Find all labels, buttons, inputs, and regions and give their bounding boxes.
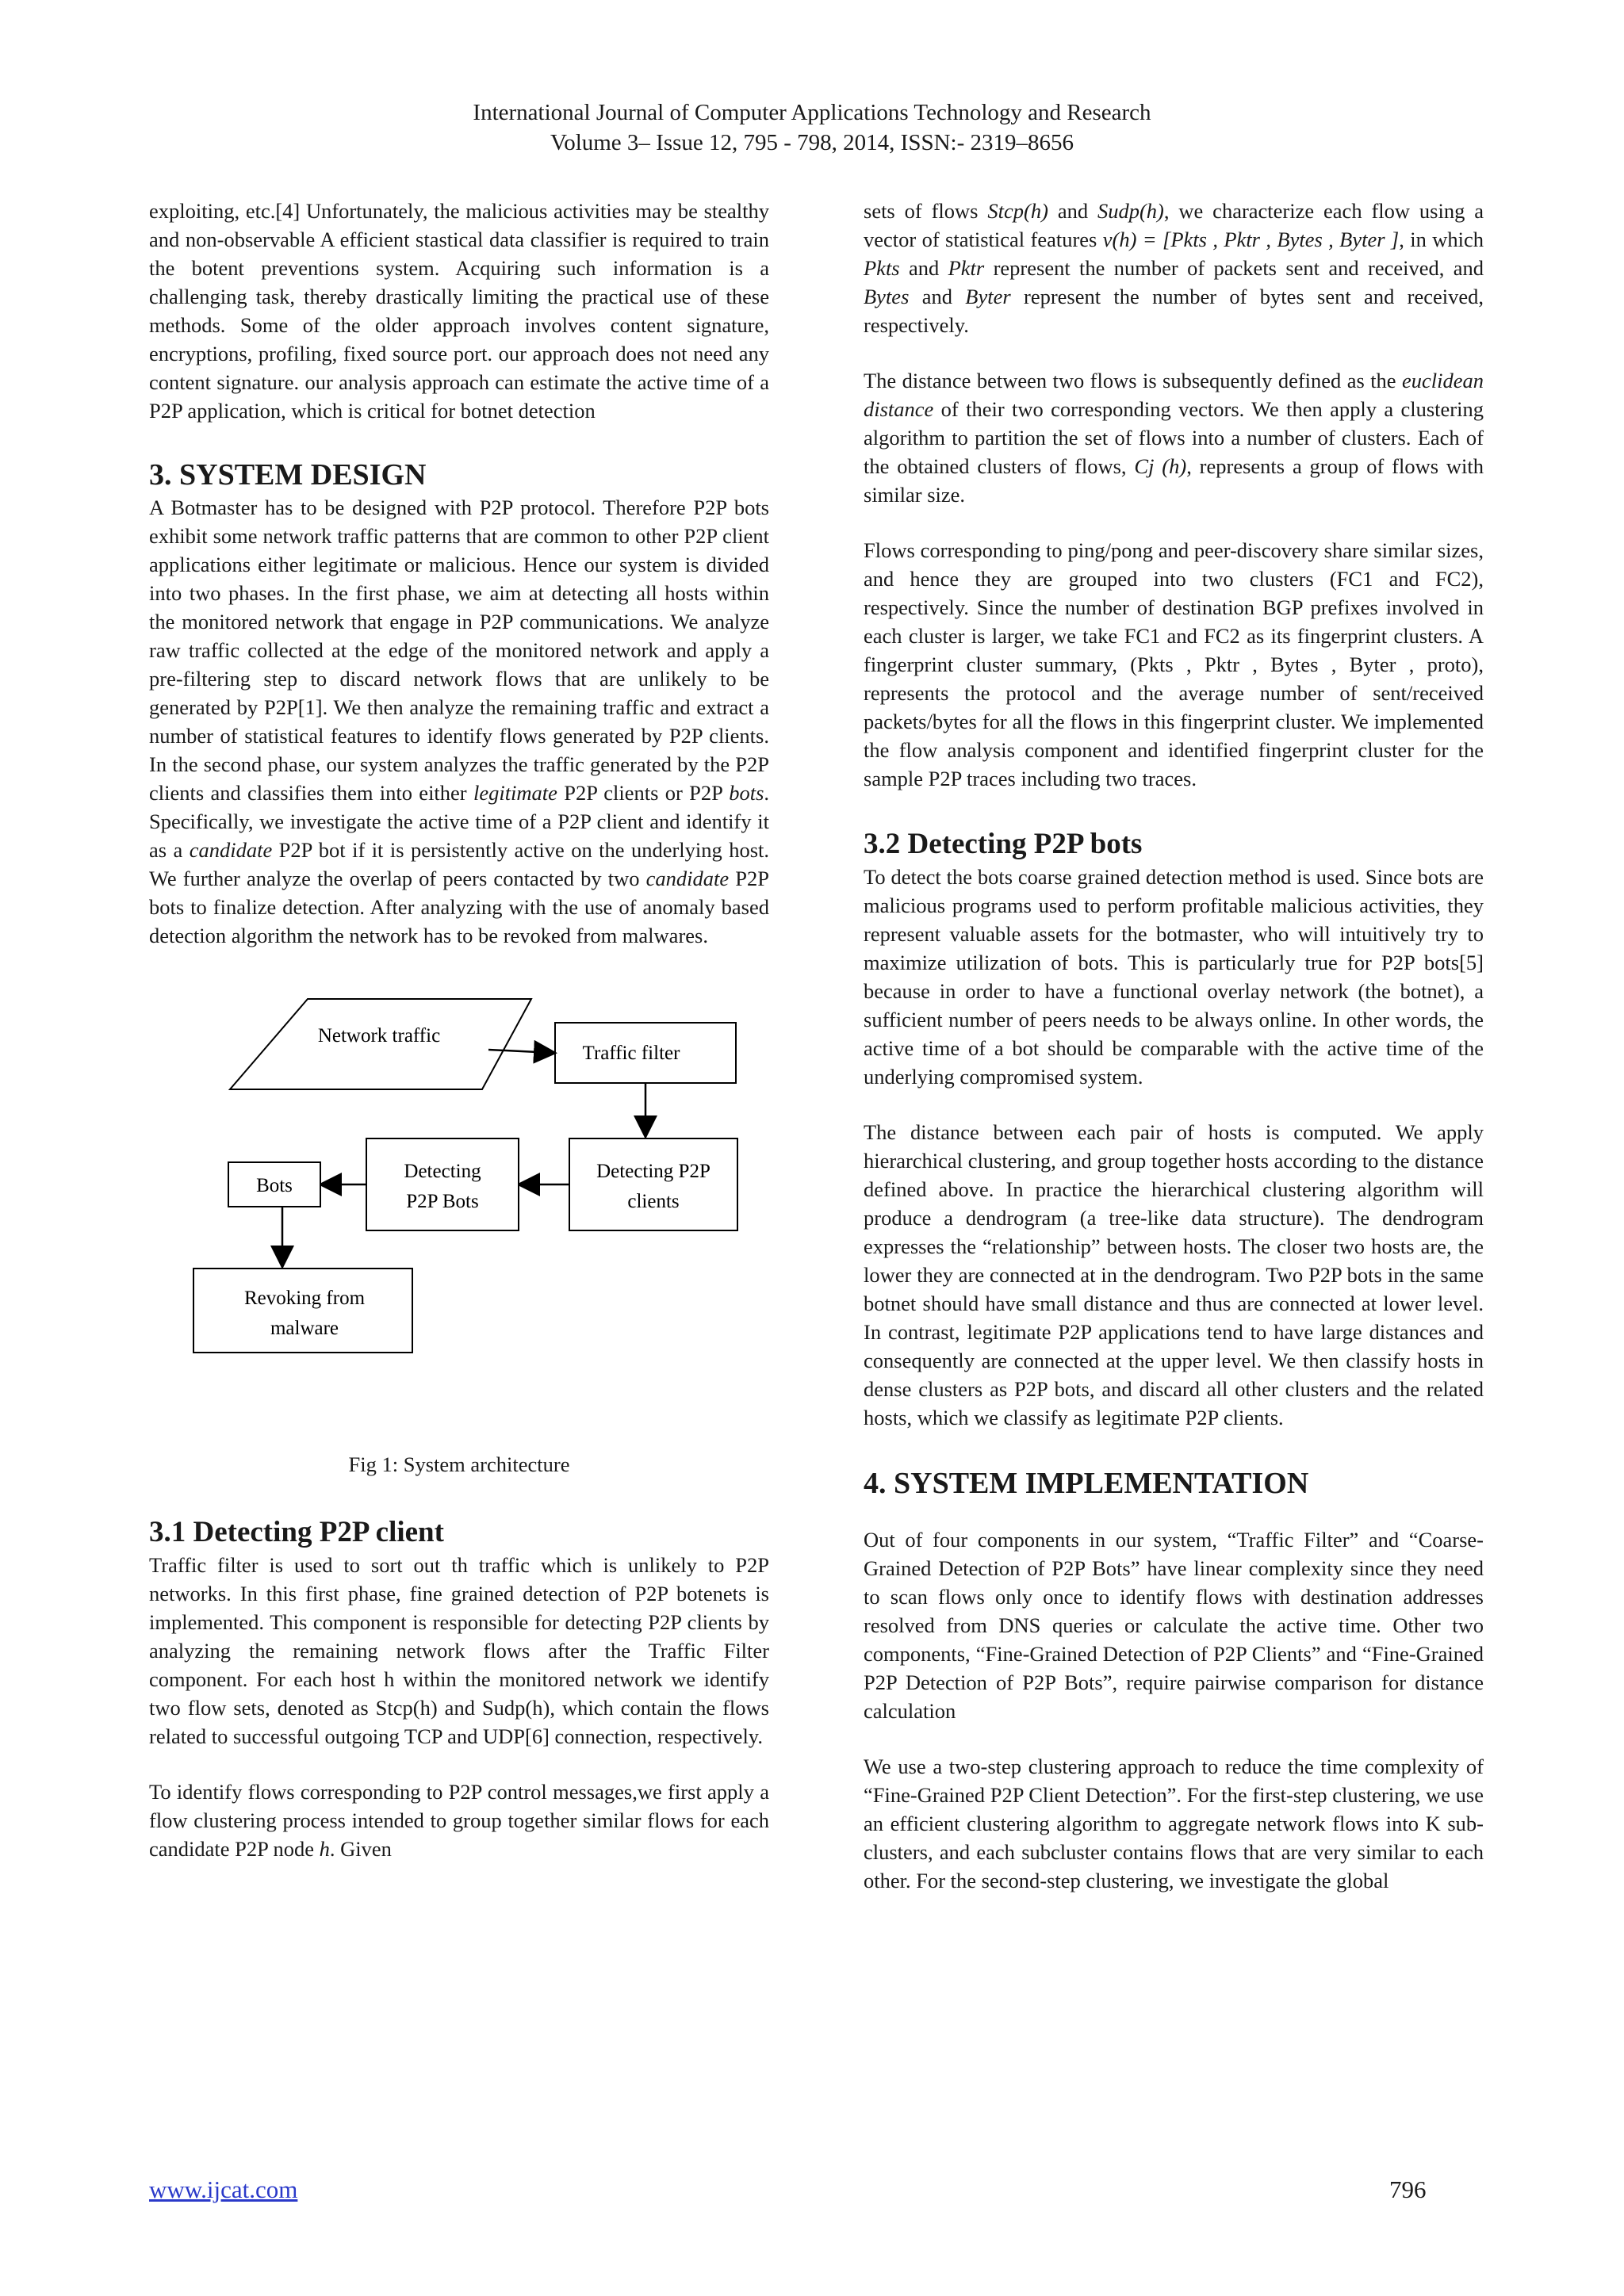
detecting-clients-label-1: Detecting P2P [596, 1161, 710, 1182]
system-architecture-figure [149, 991, 769, 1498]
section-3-2-paragraph-2: The distance between each pair of hosts is computed. We apply hierarchical clustering, and group together hosts according to the distance defined above. In practice the hierarchical clustering algorithm will produce a dendrogram (a tree-like data structure). The dendrogram expresses the “relationship” between hosts. The closer two hosts are, the lower they are connected at in the dendrogram. Two P2P bots in the same botnet should have small distance and thus are connected at lower level. In contrast, legitimate P2P applications tend to have large distances and consequently are connected at the upper level. We then classify hosts in dense clusters as P2P bots, and discard all other clusters and the related hosts, which we classify as legitimate P2P clients. [864, 1120, 1484, 1429]
revoking-label-2: malware [270, 1318, 339, 1339]
section-3-2-paragraph-1: To detect the bots coarse grained detection method is used. Since bots are malicious programs used to perform profitable malicious activities, they represent valuable assets for the botmaster, who will intuitively try to maximize utilization of bots. This is particularly true for P2P bots[5] because in order to have a functional overlay network (the botnet), a sufficient number of peers needs to be always online. In other words, the active time of a bot should be comparable with the active time of the underlying compromised system. [864, 865, 1484, 1089]
section-4-heading: 4. SYSTEM IMPLEMENTATION [864, 1467, 1309, 1500]
flow-vector-paragraph: sets of flows Stcp(h) and Sudp(h), we characterize each flow using a vector of statistical features v(h) = [Pkts , Pktr , Bytes , Byter ], in which Pkts and Pktr represent the number of packets sent and received, and Bytes and Byter represent the number of bytes sent and received, respectively. [864, 199, 1484, 337]
right-column [864, 197, 1484, 1895]
journal-volume: Volume 3– Issue 12, 795 - 798, 2014, ISSN:- 2319–8656 [550, 130, 1074, 155]
section-3-1-paragraph-2: To identify flows corresponding to P2P control messages,we first apply a flow clustering process intended to group together similar flows for each candidate P2P node h. Given [149, 1780, 769, 1861]
detecting-clients-node [569, 1138, 737, 1230]
revoking-label-1: Revoking from [243, 1288, 366, 1309]
detecting-bots-node [366, 1138, 519, 1230]
section-3-heading: 3. SYSTEM DESIGN [149, 458, 427, 492]
section-3-paragraph: A Botmaster has to be designed with P2P protocol. Therefore P2P bots exhibit some network traffic patterns that are common to other P2P client applications either legitimate or malicious. Hence our system is divided into two phases. In the first phase, we aim at detecting all hosts within the monitored network that engage in P2P communications. We analyze raw traffic collected at the edge of the monitored network and apply a pre-filtering step to discard network flows that are unlikely to be generated by P2P[1]. We then analyze the remaining traffic and extract a number of statistical features to identify flows generated by P2P clients. In the second phase, our system analyzes the traffic generated by the P2P clients and classifies them into either legitimate P2P clients or P2P bots. Specifically, we investigate the active time of a P2P client and identify it as a candidate P2P bot if it is persistently active on the underlying host. We further analyze the overlap of peers contacted by two candidate P2P bots to finalize detection. After analyzing with the use of anomaly based detection algorithm the network has to be revoked from malwares. [149, 496, 770, 947]
traffic-filter-label: Traffic filter [582, 1043, 680, 1064]
left-column [149, 197, 769, 1863]
fingerprint-paragraph: Flows corresponding to ping/pong and peer-discovery share similar sizes, and hence they are grouped into two clusters (FC1 and FC2), respectively. Since the number of destination BGP prefixes involved in each cluster is larger, we take FC1 and FC2 as its fingerprint clusters. A fingerprint cluster summary, (Pkts , Pktr , Bytes , Byter , proto), represents the protocol and the average number of sent/received packets/bytes for all the flows in this fingerprint cluster. We implemented the flow analysis component and identified fingerprint cluster for the sample P2P traces including two traces. [864, 538, 1484, 790]
intro-paragraph: exploiting, etc.[4] Unfortunately, the malicious activities may be stealthy and non-observable A efficient stastical data classifier is required to train the botent preventions system. Acquiring such information is a challenging task, thereby drastically limiting the practical use of these methods. Some of the older approach involves content signature, encryptions, profiling, fixed source port. our approach does not need any content signature. our analysis approach can estimate the active time of a P2P application, which is critical for botnet detection [149, 199, 769, 423]
distance-paragraph: The distance between two flows is subsequently defined as the euclidean distance of their two corresponding vectors. We then apply a clustering algorithm to partition the set of flows into a number of clusters. Each of the obtained clusters of flows, Cj (h), represents a group of flows with similar size. [864, 369, 1484, 507]
detecting-clients-label-2: clients [627, 1191, 680, 1212]
journal-title: International Journal of Computer Applications Technology and Research [473, 100, 1151, 125]
figure-caption: Fig 1: System architecture [348, 1452, 570, 1476]
section-4-paragraph-2: We use a two-step clustering approach to reduce the time complexity of “Fine-Grained P2P Client Detection”. For the first-step clustering, we use an efficient clustering algorithm to aggregate network flows into K sub-clusters, and each subcluster contains flows that are very similar to each other. For the second-step clustering, we investigate the global [864, 1755, 1484, 1892]
section-3-1-paragraph-1: Traffic filter is used to sort out th traffic which is unlikely to P2P networks. In this first phase, fine grained detection of P2P botenets is implemented. This component is responsible for detecting P2P clients by analyzing the remaining network flows after the Traffic Filter component. For each host h within the monitored network we identify two flow sets, denoted as Stcp(h) and Sudp(h), which contain the flows related to successful outgoing TCP and UDP[6] connection, respectively. [149, 1553, 769, 1748]
revoking-node [193, 1269, 412, 1353]
network-traffic-label: Network traffic [317, 1025, 441, 1047]
journal-website-link[interactable]: www.ijcat.com [149, 2175, 298, 2203]
detecting-bots-label-2: P2P Bots [406, 1191, 479, 1212]
page-number: 796 [1389, 2175, 1427, 2203]
section-4-paragraph-1: Out of four components in our system, “Traffic Filter” and “Coarse-Grained Detection of P2P Bots” have linear complexity since they need to scan flows only once to identify flows with destination addresses resolved from DNS queries or calculate the active time. Other two components, “Fine-Grained Detection of P2P Clients” and “Fine-Grained P2P Detection of P2P Bots”, require pairwise comparison for distance calculation [864, 1528, 1484, 1723]
section-3-1-heading: 3.1 Detecting P2P client [149, 1516, 444, 1548]
detecting-bots-label-1: Detecting [404, 1161, 481, 1182]
bots-label: Bots [256, 1175, 293, 1196]
section-3-2-heading: 3.2 Detecting P2P bots [864, 828, 1143, 860]
